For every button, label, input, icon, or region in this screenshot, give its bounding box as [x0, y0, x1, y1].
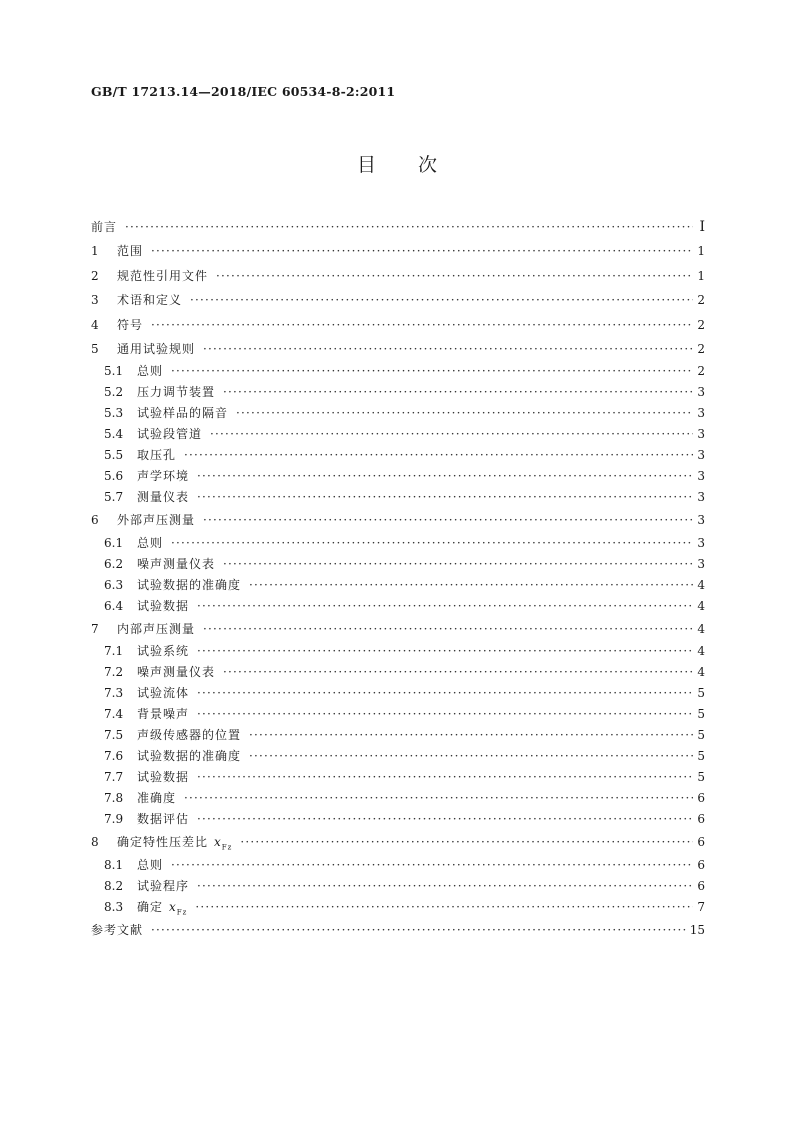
toc-leader-dots [197, 704, 693, 725]
toc-entry-number: 5.1 [104, 364, 124, 379]
toc-entry[interactable] [91, 596, 705, 617]
toc-entry-page: 4 [697, 621, 705, 636]
toc-entry-page: 3 [697, 535, 705, 550]
toc-entry[interactable] [91, 788, 705, 809]
toc-entry-symbol: x [169, 899, 177, 914]
toc-entry-label: 确定特性压差比 $x_{Fz}$ [117, 835, 233, 852]
toc-entry[interactable] [91, 382, 705, 403]
toc-entry-label: 确定 $x_{Fz}$ [137, 899, 188, 916]
toc-entry[interactable] [91, 830, 705, 854]
toc-entry-label: 试验段管道 [137, 427, 203, 442]
toc-entry-page: 4 [697, 665, 705, 680]
title-char-1: 目 [356, 154, 376, 176]
toc-entry-label: 参考文献 [91, 922, 144, 937]
toc-entry[interactable] [91, 704, 705, 725]
toc-entry-label: 试验数据的准确度 [137, 577, 242, 592]
toc-entry[interactable] [91, 725, 705, 746]
toc-entry-number: 7.5 [104, 728, 124, 743]
toc-entry-page: 6 [697, 857, 705, 872]
table-of-contents [91, 215, 705, 942]
toc-entry-label: 前言 [91, 220, 118, 234]
toc-entry-number: 3 [91, 293, 99, 308]
toc-entry-label: 外部声压测量 [117, 513, 196, 528]
toc-entry-label: 规范性引用文件 [117, 268, 209, 283]
page-title [0, 150, 794, 177]
toc-entry[interactable] [91, 533, 705, 554]
toc-entry-label: 准确度 [137, 791, 177, 806]
toc-entry-page: 5 [697, 770, 705, 785]
toc-entry-label: 试验数据 [137, 598, 190, 613]
toc-leader-dots [184, 788, 693, 809]
toc-entry-symbol-subscript: Fz [221, 843, 233, 852]
toc-entry-page: 4 [697, 644, 705, 659]
toc-entry-page: 2 [697, 293, 705, 308]
toc-entry-number: 7.2 [104, 665, 124, 680]
toc-entry-label: 试验数据的准确度 [137, 749, 242, 764]
toc-entry-label: 通用试验规则 [117, 341, 196, 356]
toc-entry[interactable] [91, 466, 705, 487]
toc-entry[interactable] [91, 554, 705, 575]
toc-leader-dots [151, 239, 693, 263]
toc-leader-dots [151, 313, 693, 337]
toc-leader-dots [190, 288, 693, 312]
toc-entry-page: 4 [697, 598, 705, 613]
toc-entry[interactable] [91, 337, 705, 361]
toc-entry-number: 8.3 [104, 899, 124, 914]
toc-entry[interactable] [91, 809, 705, 830]
toc-entry[interactable] [91, 897, 705, 918]
toc-entry-number: 4 [91, 317, 99, 332]
toc-entry[interactable] [91, 288, 705, 312]
toc-entry-page: 3 [697, 490, 705, 505]
toc-entry-label: 噪声测量仪表 [137, 556, 216, 571]
toc-entry-page: 1 [697, 244, 705, 259]
toc-entry-label: 符号 [117, 317, 144, 332]
toc-entry-page: 2 [697, 341, 705, 356]
toc-entry-number: 7.7 [104, 770, 124, 785]
toc-entry-label: 声级传感器的位置 [137, 728, 242, 743]
toc-entry-page: 3 [697, 556, 705, 571]
toc-entry-page: 15 [689, 922, 705, 937]
toc-entry-number: 5 [91, 341, 99, 356]
toc-leader-dots [240, 830, 693, 854]
toc-leader-dots [184, 445, 693, 466]
toc-entry[interactable] [91, 683, 705, 704]
toc-leader-dots [171, 533, 693, 554]
toc-entry-number: 5.4 [104, 427, 124, 442]
toc-entry[interactable] [91, 445, 705, 466]
toc-leader-dots [203, 617, 693, 641]
toc-entry-symbol: x [214, 835, 222, 850]
toc-entry[interactable] [91, 215, 705, 239]
toc-entry-label: 数据评估 [137, 812, 190, 827]
toc-entry-number: 7.9 [104, 812, 124, 827]
toc-entry[interactable] [91, 403, 705, 424]
toc-entry[interactable] [91, 313, 705, 337]
toc-entry-page: 3 [697, 406, 705, 421]
toc-leader-dots [216, 264, 693, 288]
toc-leader-dots [197, 641, 693, 662]
toc-entry-number: 6.4 [104, 598, 124, 613]
toc-entry-page: 5 [697, 707, 705, 722]
toc-entry[interactable] [91, 662, 705, 683]
toc-entry-number: 1 [91, 244, 99, 259]
toc-entry[interactable] [91, 239, 705, 263]
toc-entry[interactable] [91, 617, 705, 641]
toc-entry-label: 范围 [117, 244, 144, 259]
toc-entry-number: 7 [91, 621, 99, 636]
title-char-2: 次 [418, 154, 438, 176]
toc-entry-label: 取压孔 [137, 448, 177, 463]
toc-entry-page: 1 [697, 268, 705, 283]
toc-leader-dots [236, 403, 693, 424]
toc-entry-label: 背景噪声 [137, 707, 190, 722]
toc-entry-page: 3 [697, 385, 705, 400]
toc-leader-dots [249, 575, 693, 596]
toc-entry-number: 5.5 [104, 448, 124, 463]
toc-entry-page: 4 [697, 577, 705, 592]
toc-entry-number: 5.6 [104, 469, 124, 484]
toc-leader-dots [249, 746, 693, 767]
toc-entry-page: 6 [697, 878, 705, 893]
toc-entry-page: 5 [697, 728, 705, 743]
toc-leader-dots [223, 382, 693, 403]
toc-entry-number: 5.7 [104, 490, 124, 505]
toc-entry-number: 8.2 [104, 878, 124, 893]
toc-entry-page: 2 [697, 317, 705, 332]
toc-entry[interactable] [91, 641, 705, 662]
toc-entry-page: 3 [697, 448, 705, 463]
toc-leader-dots [195, 897, 693, 918]
toc-entry-label: 术语和定义 [117, 293, 183, 308]
toc-leader-dots [125, 215, 693, 239]
toc-entry-label: 试验流体 [137, 686, 190, 701]
toc-entry-number: 2 [91, 268, 99, 283]
toc-entry-label: 内部声压测量 [117, 621, 196, 636]
toc-leader-dots [171, 855, 693, 876]
toc-entry-label: 噪声测量仪表 [137, 665, 216, 680]
toc-entry-label: 总则 [137, 857, 164, 872]
toc-entry-number: 6.3 [104, 577, 124, 592]
toc-leader-dots [249, 725, 693, 746]
toc-entry-label: 试验数据 [137, 770, 190, 785]
toc-entry[interactable] [91, 767, 705, 788]
toc-entry[interactable] [91, 876, 705, 897]
document-code: GB/T 17213.14—2018/IEC 60534-8-2:2011 [91, 84, 396, 99]
toc-entry-label: 压力调节装置 [137, 385, 216, 400]
toc-entry[interactable] [91, 487, 705, 508]
toc-leader-dots [223, 662, 693, 683]
toc-leader-dots [197, 767, 693, 788]
toc-entry-number: 6.2 [104, 556, 124, 571]
toc-entry-number: 8.1 [104, 857, 124, 872]
toc-entry-number: 8 [91, 835, 99, 850]
toc-leader-dots [223, 554, 693, 575]
toc-entry-label: 总则 [137, 364, 164, 379]
toc-entry-page: 6 [697, 791, 705, 806]
toc-entry-number: 7.1 [104, 644, 124, 659]
toc-leader-dots [151, 918, 686, 942]
toc-entry-page: 3 [697, 427, 705, 442]
toc-entry-label: 试验系统 [137, 644, 190, 659]
toc-leader-dots [203, 337, 693, 361]
toc-leader-dots [197, 809, 693, 830]
toc-entry-page: 5 [697, 749, 705, 764]
toc-entry-page: 6 [697, 835, 705, 850]
toc-leader-dots [197, 487, 693, 508]
toc-entry-label: 测量仪表 [137, 490, 190, 505]
toc-leader-dots [197, 683, 693, 704]
toc-entry-page: 6 [697, 812, 705, 827]
toc-entry-label: 试验样品的隔音 [137, 406, 229, 421]
toc-entry-page: Ⅰ [699, 219, 705, 235]
toc-entry-number: 5.3 [104, 406, 124, 421]
toc-entry-label: 总则 [137, 535, 164, 550]
toc-entry-symbol-subscript: Fz [176, 907, 188, 916]
toc-entry[interactable] [91, 361, 705, 382]
toc-leader-dots [171, 361, 693, 382]
toc-entry-label: 试验程序 [137, 878, 190, 893]
toc-entry[interactable] [91, 575, 705, 596]
toc-leader-dots [197, 466, 693, 487]
toc-entry-page: 3 [697, 469, 705, 484]
toc-entry-number: 5.2 [104, 385, 124, 400]
toc-entry-number: 7.6 [104, 749, 124, 764]
toc-entry-page: 3 [697, 513, 705, 528]
toc-entry[interactable] [91, 508, 705, 532]
toc-entry[interactable] [91, 746, 705, 767]
toc-leader-dots [197, 876, 693, 897]
toc-entry-number: 7.4 [104, 707, 124, 722]
toc-leader-dots [210, 424, 693, 445]
toc-entry-number: 6 [91, 513, 99, 528]
toc-entry-page: 5 [697, 686, 705, 701]
toc-entry-number: 6.1 [104, 535, 124, 550]
toc-entry[interactable] [91, 264, 705, 288]
toc-leader-dots [197, 596, 693, 617]
toc-leader-dots [203, 508, 693, 532]
toc-entry-label: 声学环境 [137, 469, 190, 484]
toc-entry-page: 7 [697, 899, 705, 914]
toc-entry-page: 2 [697, 364, 705, 379]
toc-entry-number: 7.3 [104, 686, 124, 701]
toc-entry[interactable] [91, 424, 705, 445]
toc-entry[interactable] [91, 918, 705, 942]
toc-entry[interactable] [91, 855, 705, 876]
toc-entry-number: 7.8 [104, 791, 124, 806]
